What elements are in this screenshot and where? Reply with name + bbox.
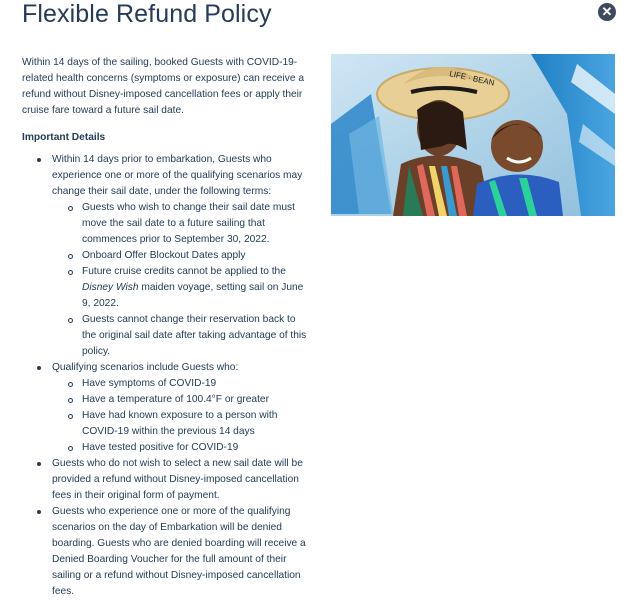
sub-list-item: Guests who wish to change their sail date must move the sail date to a future sailing that commences prior to September 30, 2022.: [52, 200, 312, 248]
hat-text: LIFE · BEAN: [448, 69, 496, 88]
sub-list: [52, 376, 312, 456]
details-list: [22, 152, 312, 600]
list-item-text: Within 14 days prior to embarkation, Guests who experience one or more of the qualifying scenarios may change their sail date, under the following terms:: [52, 154, 303, 197]
sub-list-item: Have had known exposure to a person with COVID-19 within the previous 14 days: [52, 408, 312, 440]
sub-list: [52, 200, 312, 360]
list-item: [22, 360, 312, 456]
ship-name: Disney Wish: [82, 282, 139, 293]
policy-content: [22, 55, 312, 600]
sub-list-item: [52, 264, 312, 312]
intro-paragraph: Within 14 days of the sailing, booked Guests with COVID-19-related health concerns (symptoms or exposure) can receive a refund without Disney-imposed cancellation fees or apply their cruise fare toward a future sail date.: [22, 57, 304, 116]
cruise-photo: [331, 54, 615, 216]
photo-illustration: [331, 54, 615, 216]
close-icon: ✕: [601, 4, 613, 19]
sub-list-text: maiden voyage, setting sail on June 9, 2022.: [82, 282, 304, 309]
sub-list-text: Future cruise credits cannot be applied to the: [82, 266, 286, 277]
sub-list-item: Have a temperature of 100.4°F or greater: [52, 392, 312, 408]
list-item: Guests who experience one or more of the qualifying scenarios on the day of Embarkation will be denied boarding. Guests who are denied boarding will receive a Denied Boarding Voucher for the full amount of their sailing or a refund without Disney-imposed cancellation fees.: [22, 504, 312, 600]
close-button[interactable]: [598, 3, 616, 21]
list-item-text: Qualifying scenarios include Guests who:: [52, 362, 239, 373]
sub-list-item: Have tested positive for COVID-19: [52, 440, 312, 456]
section-heading: Important Details: [22, 132, 106, 143]
sub-list-item: Onboard Offer Blockout Dates apply: [52, 248, 312, 264]
list-item: Guests who do not wish to select a new sail date will be provided a refund without Disney-imposed cancellation fees in their original form of payment.: [22, 456, 312, 504]
sub-list-item: Have symptoms of COVID-19: [52, 376, 312, 392]
list-item: [22, 152, 312, 360]
dialog-title: Flexible Refund Policy: [22, 0, 272, 28]
sub-list-item: Guests cannot change their reservation back to the original sail date after taking advantage of this policy.: [52, 312, 312, 360]
